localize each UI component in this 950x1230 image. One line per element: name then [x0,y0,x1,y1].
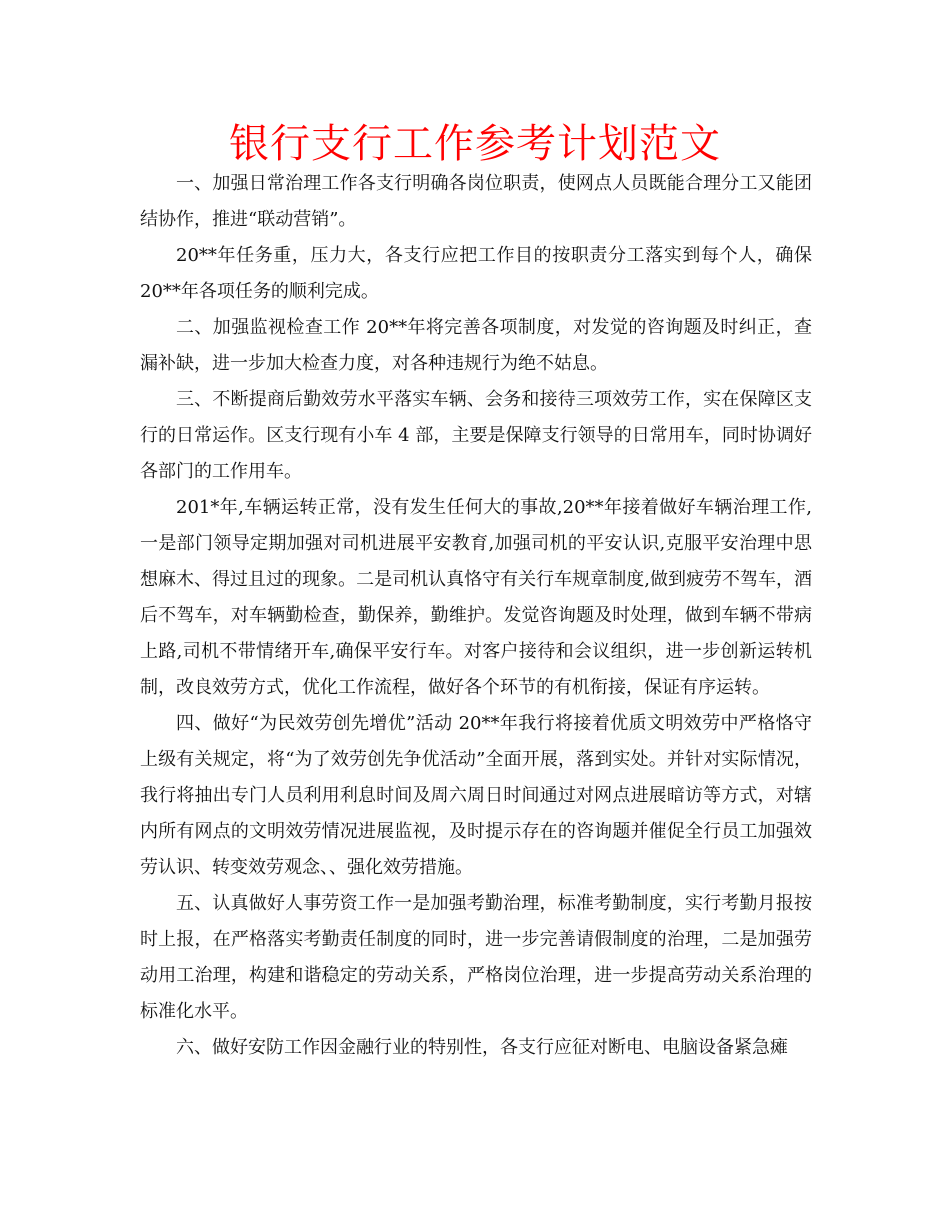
document-body [140,166,812,1066]
paragraph-4: 三、不断提商后勤效劳水平落实车辆、会务和接待三项效劳工作，实在保障区支行的日常运作。区支行现有小车 4 部，主要是保障支行领导的日常用车，同时协调好各部门的工作用车。 [140,389,812,482]
paragraph-1: 一、加强日常治理工作各支行明确各岗位职责，使网点人员既能合理分工又能团结协作，推进“联动营销”。 [140,173,812,230]
paragraph-6: 四、做好“为民效劳创先增优”活动 20**年我行将接着优质文明效劳中严格恪守上级有关规定，将“为了效劳创先争优活动”全面开展，落到实处。并针对实际情况，我行将抽出专门人员利用利息时间及周六周日时间通过对网点进展暗访等方式，对辖内所有网点的文明效劳情况进展监视，及时提示存在的咨询题并催促全行员工加强效劳认识、转变效劳观念、、强化效劳措施。 [140,713,812,878]
paragraph-8: 六、做好安防工作因金融行业的特别性，各支行应征对断电、电脑设备紧急瘫 [176,1037,788,1058]
paragraph-3: 二、加强监视检查工作 20**年将完善各项制度，对发觉的咨询题及时纠正，查漏补缺，进一步加大检查力度，对各种违规行为绝不姑息。 [140,317,812,374]
paragraph-5: 201*年,车辆运转正常，没有发生任何大的事故,20**年接着做好车辆治理工作,一是部门领导定期加强对司机进展平安教育,加强司机的平安认识,克服平安治理中思想麻木、得过且过的现象。二是司机认真恪守有关行车规章制度,做到疲劳不驾车，酒后不驾车，对车辆勤检查，勤保养，勤维护。发觉咨询题及时处理，做到车辆不带病上路,司机不带情绪开车,确保平安行车。对客户接待和会议组织，进一步创新运转机制，改良效劳方式，优化工作流程，做好各个环节的有机衔接，保证有序运转。 [140,497,812,698]
paragraph-7: 五、认真做好人事劳资工作一是加强考勤治理，标准考勤制度，实行考勤月报按时上报，在严格落实考勤责任制度的同时，进一步完善请假制度的治理，二是加强劳动用工治理，构建和谐稳定的劳动关系，严格岗位治理，进一步提高劳动关系治理的标准化水平。 [140,893,812,1022]
document-title: 银行支行工作参考计划范文 [229,121,721,167]
paragraph-2: 20**年任务重，压力大，各支行应把工作目的按职责分工落实到每个人，确保20**年各项任务的顺利完成。 [140,245,812,302]
